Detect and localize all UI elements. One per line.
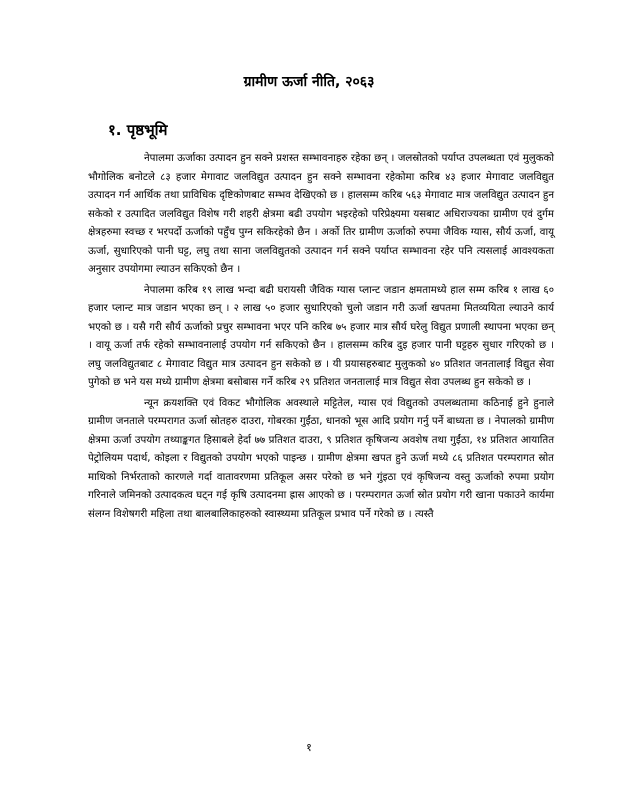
section-heading: १. पृष्ठभूमि [108, 121, 168, 139]
paragraph-1: नेपालमा ऊर्जाका उत्पादन हुन सक्ने प्रशस्त सम्भावनाहरु रहेका छन् । जलस्रोतको पर्याप्त उपलब्धता एवं मुलुकको भौगोलिक बनोटले ८३ हजार मेगावाट जलविद्युत उत्पादन हुन सक्ने सम्भावना रहेकोमा करिब ४३ हजार मेगावाट जलविद्युत उत्पादन गर्न आर्थिक तथा प्राविधिक दृष्टिकोणबाट सम्भव देखिएको छ । हालसम्म करिब ५६३ मेगावाट मात्र जलविद्युत उत्पादन हुन सकेको र उत्पादित जलविद्युत विशेष गरी शहरी क्षेत्रमा बढी उपयोग भइरहेको परिप्रेक्ष्यमा यसबाट अधिराज्यका ग्रामीण एवं दुर्गम क्षेत्रहरुमा स्वच्छ र भरपर्दो ऊर्जाको पहुँच पुग्न सकिरहेको छैन । अर्को तिर ग्रामीण ऊर्जाको रुपमा जैविक ग्यास, सौर्य ऊर्जा, वायू ऊर्जा, सुधारिएको पानी घट्ट, लघु तथा साना जलविद्युतको उत्पादन गर्न सक्ने पर्याप्त सम्भावना रहेर पनि त्यसलाई आवश्यकता अनुसार उपयोगमा ल्याउन सकिएको छैन । [88, 153, 554, 275]
paragraph-2: नेपालमा करिब १९ लाख भन्दा बढी घरायसी जैविक ग्यास प्लान्ट जडान क्षमतामध्ये हाल सम्म करिब १ लाख ६० हजार प्लान्ट मात्र जडान भएका छन् । २ लाख ५० हजार सुधारिएको चुलो जडान गरी ऊर्जा खपतमा मितव्ययिता ल्याउने कार्य भएको छ । यसै गरी सौर्य ऊर्जाको प्रचुर सम्भावना भएर पनि करिब ७५ हजार मात्र सौर्य घरेलु विद्युत प्रणाली स्थापना भएका छन् । वायू ऊर्जा तर्फ रहेको सम्भावनालाई उपयोग गर्न सकिएको छैन । हालसम्म करिब दुइ हजार पानी घट्टहरु सुधार गरिएको छ । लघु जलविद्युतबाट ८ मेगावाट विद्युत मात्र उत्पादन हुन सकेको छ । यी प्रयासहरुबाट मुलुकको ४० प्रतिशत जनतालाई विद्युत सेवा पुगेको छ भने यस मध्ये ग्रामीण क्षेत्रमा बसोबास गर्ने करिब २९ प्रतिशत जनतालाई मात्र विद्युत सेवा उपलब्ध हुन सकेको छ । [88, 284, 554, 388]
paragraph-3: न्यून क्रयशक्ति एवं विकट भौगोलिक अवस्थाले मट्टितेल, ग्यास एवं विद्युतको उपलब्धतामा कठिनाई हुने हुनाले ग्रामीण जनताले परम्परागत ऊर्जा स्रोतहरु दाउरा, गोबरका गुईंठा, धानको भूस आदि प्रयोग गर्नु पर्ने बाध्यता छ । नेपालको ग्रामीण क्षेत्रमा ऊर्जा उपयोग तथ्याङ्कगत हिसाबले हेर्दा ७७ प्रतिशत दाउरा, ९ प्रतिशत कृषिजन्य अवशेष तथा गुईंठा, १४ प्रतिशत आयातित पेट्रोलियम पदार्थ, कोइला र विद्युतको उपयोग भएको पाइन्छ । ग्रामीण क्षेत्रमा खपत हुने ऊर्जा मध्ये ८६ प्रतिशत परम्परागत स्रोत माथिको निर्भरताको कारणले गर्दा वातावरणमा प्रतिकूल असर परेको छ भने गुंइठा एवं कृषिजन्य वस्तु ऊर्जाको रुपमा प्रयोग गरिनाले जमिनको उत्पादकत्व घट्न गई कृषि उत्पादनमा ह्रास आएको छ । परम्परागत ऊर्जा स्रोत प्रयोग गरी खाना पकाउने कार्यमा संलग्न विशेषगरी महिला तथा बालबालिकाहरुको स्वास्थ्यमा प्रतिकूल प्रभाव पर्ने गरेको छ । त्यस्तै [88, 397, 554, 520]
document-title: ग्रामीण ऊर्जा नीति, २०६३ [243, 74, 375, 90]
body-text [88, 150, 554, 526]
page-number: १ [306, 741, 312, 754]
